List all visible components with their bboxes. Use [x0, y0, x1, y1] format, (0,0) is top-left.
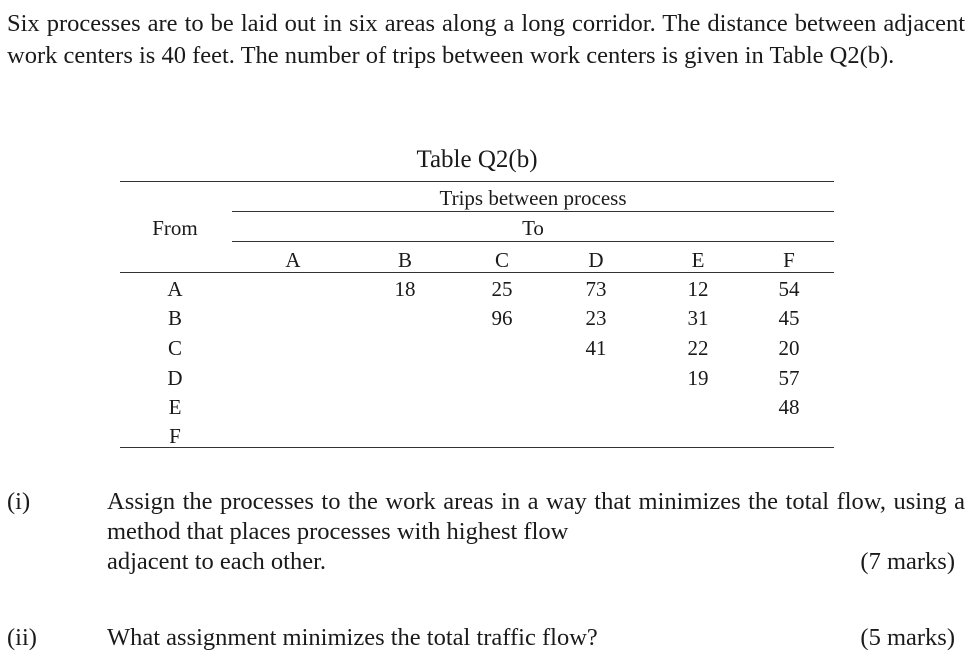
row-label: F: [169, 424, 181, 448]
from-header: From: [152, 216, 198, 240]
table-bottom-rule: [120, 447, 834, 448]
question-1-line2: adjacent to each other.: [107, 548, 327, 575]
table-cell: 54: [778, 277, 800, 301]
question-1-number: (i): [7, 488, 31, 515]
table-cell: 23: [585, 306, 607, 330]
table-cell: 22: [687, 336, 709, 360]
table-cell: 73: [585, 277, 607, 301]
row-label: D: [167, 366, 183, 390]
question-1-text: [107, 487, 965, 577]
column-header-c: C: [494, 248, 509, 272]
table-cell: 41: [585, 336, 607, 360]
column-header-a: A: [285, 248, 301, 272]
column-header-b: B: [397, 248, 412, 272]
table-cell: 25: [491, 277, 513, 301]
table-cell: 18: [394, 277, 416, 301]
question-2-text: [107, 623, 965, 653]
table-cell: 96: [491, 306, 513, 330]
question-2: [0, 623, 975, 655]
question-1: [0, 487, 975, 577]
row-label: B: [167, 306, 182, 330]
group-header: Trips between process: [439, 186, 627, 210]
question-2-number: (ii): [7, 624, 37, 651]
question-1-marks: (7 marks): [860, 548, 955, 575]
table-caption: Table Q2(b): [416, 146, 538, 173]
column-header-d: D: [588, 248, 604, 272]
table-cell: 45: [778, 306, 800, 330]
table-cell: 48: [778, 395, 800, 419]
to-header-rule: [232, 241, 834, 242]
group-header-rule: [232, 211, 834, 212]
intro-paragraph: Six processes are to be laid out in six areas along a long corridor. The distance between adjacent work centers is 40 feet. The number of trips between work centers is given in Table Q2(b).: [7, 10, 965, 69]
table-cell: 12: [687, 277, 709, 301]
table-top-rule: [120, 181, 834, 182]
question-1-line1: Assign the processes to the work areas in a way that minimizes the total flow, using a method that places processes with highest flow: [107, 488, 965, 545]
column-header-e: E: [691, 248, 705, 272]
table-cell: 31: [687, 306, 709, 330]
question-2-line1: What assignment minimizes the total traffic flow?: [107, 624, 598, 651]
row-label: A: [167, 277, 183, 301]
to-header: To: [522, 216, 544, 240]
table-cell: 19: [687, 366, 709, 390]
table-cell: 20: [778, 336, 800, 360]
column-header-rule: [120, 272, 834, 273]
table-cell: 57: [778, 366, 800, 390]
row-label: E: [168, 395, 182, 419]
column-header-f: F: [783, 248, 795, 272]
row-label: C: [167, 336, 182, 360]
question-2-marks: (5 marks): [860, 624, 955, 651]
